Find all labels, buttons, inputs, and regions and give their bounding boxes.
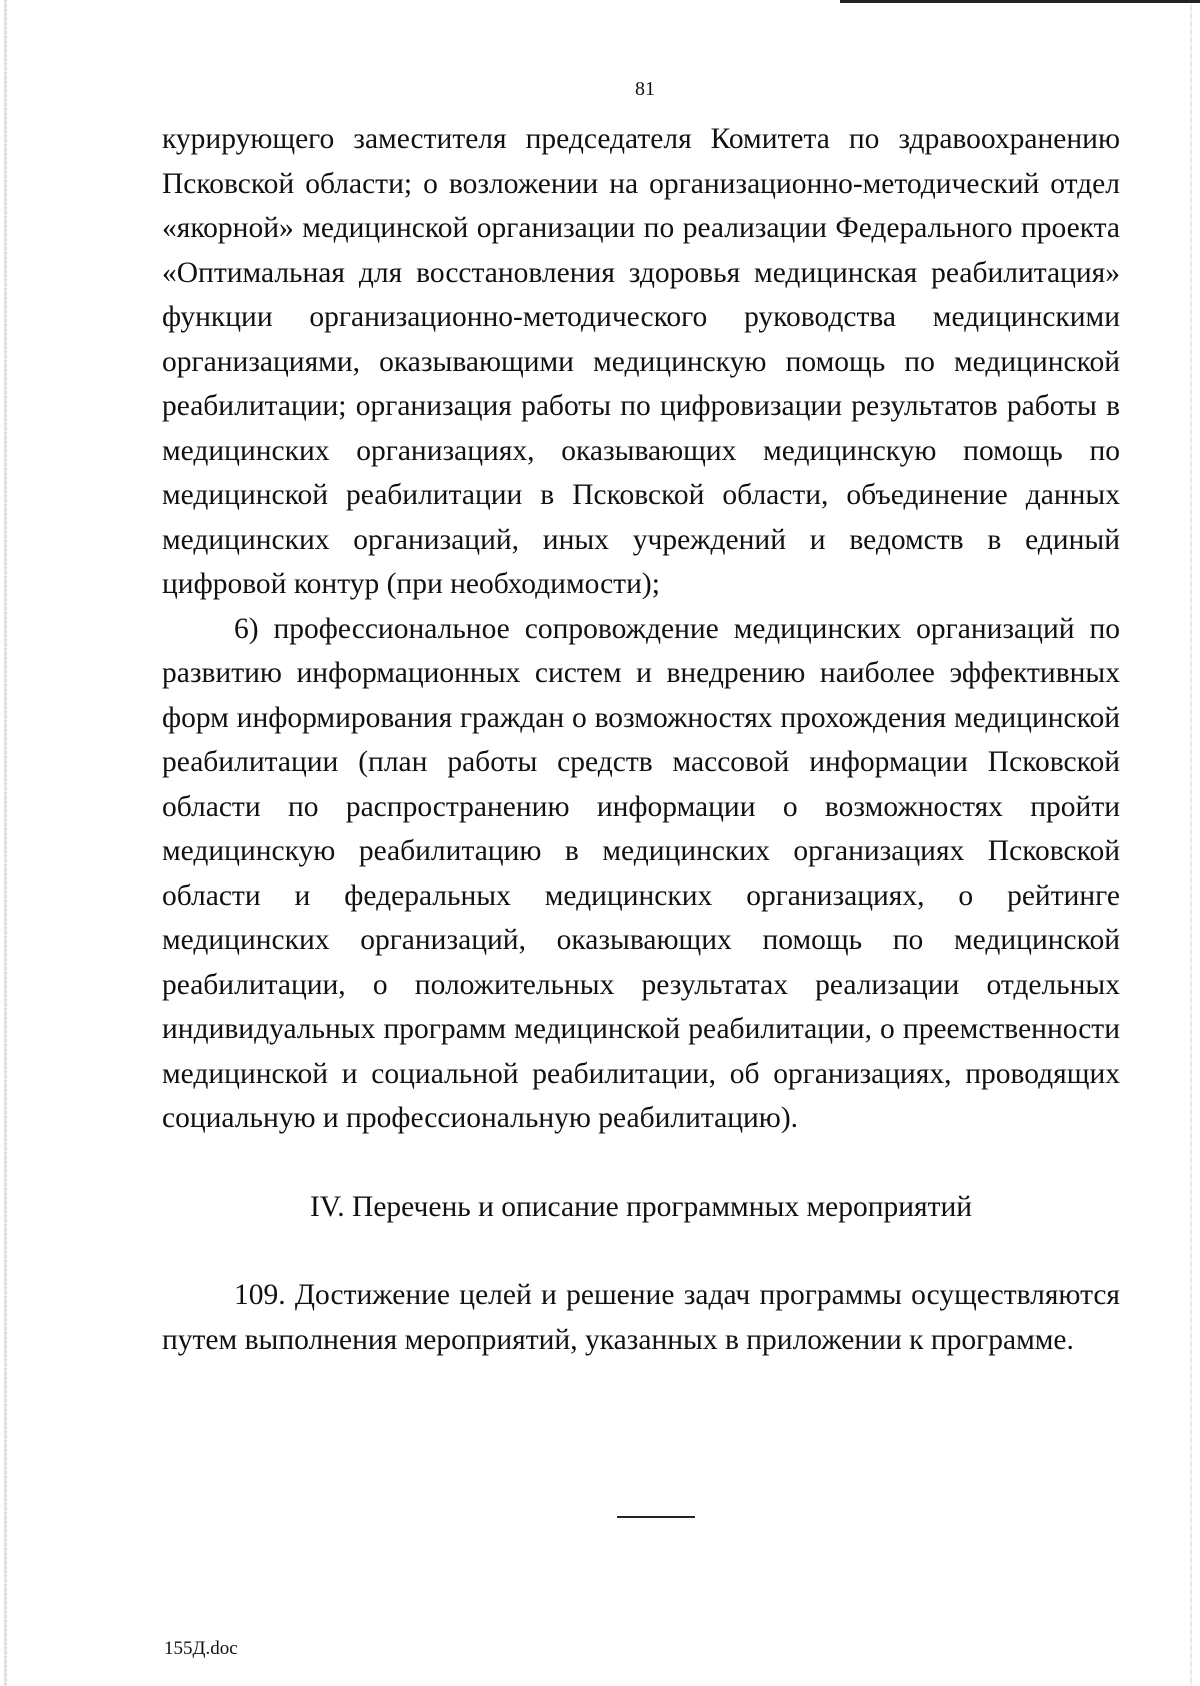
top-rule — [840, 0, 1200, 3]
document-body — [162, 117, 1120, 1362]
paragraph-item-6: 6) профессиональное сопровождение медицинских организаций по развитию информационных систем и внедрению наиболее эффективных форм информирования граждан о возможностях прохождения медицинской реабилитации (план работы средств массовой информации Псковской области по распространению информации о возможностях пройти медицинскую реабилитацию в медицинских организациях Псковской области и федеральных медицинских организациях, о рейтинге медицинских организаций, оказывающих помощь по медицинской реабилитации, о положительных результатах реализации отдельных индивидуальных программ медицинской реабилитации, о преемственности медицинской и социальной реабилитации, об организациях, проводящих социальную и профессиональную реабилитацию). — [162, 612, 1120, 1134]
paragraph-109: 109. Достижение целей и решение задач программы осуществляются путем выполнения мероприятий, указанных в приложении к программе. — [162, 1279, 1120, 1356]
footer-filename: 155Д.doc — [164, 1638, 238, 1659]
page-number: 81 — [635, 78, 655, 100]
scan-edge-left — [4, 0, 7, 1686]
section-heading: IV. Перечень и описание программных мероприятий — [309, 1190, 973, 1223]
end-separator — [617, 1516, 695, 1518]
paragraph-continuation: курирующего заместителя председателя Комитета по здравоохранению Псковской области; о возложении на организационно-методический отдел «якорной» медицинской организации по реализации Федерального проекта «Оптимальная для восстановления здоровья медицинская реабилитация» функции организационно-методического руководства медицинскими организациями, оказывающими медицинскую помощь по медицинской реабилитации; организация работы по цифровизации результатов работы в медицинских организациях, оказывающих медицинскую помощь по медицинской реабилитации в Псковской области, объединение данных медицинских организаций, иных учреждений и ведомств в единый цифровой контур (при необходимости); — [162, 123, 1120, 600]
scan-edge-right — [1190, 0, 1192, 1686]
